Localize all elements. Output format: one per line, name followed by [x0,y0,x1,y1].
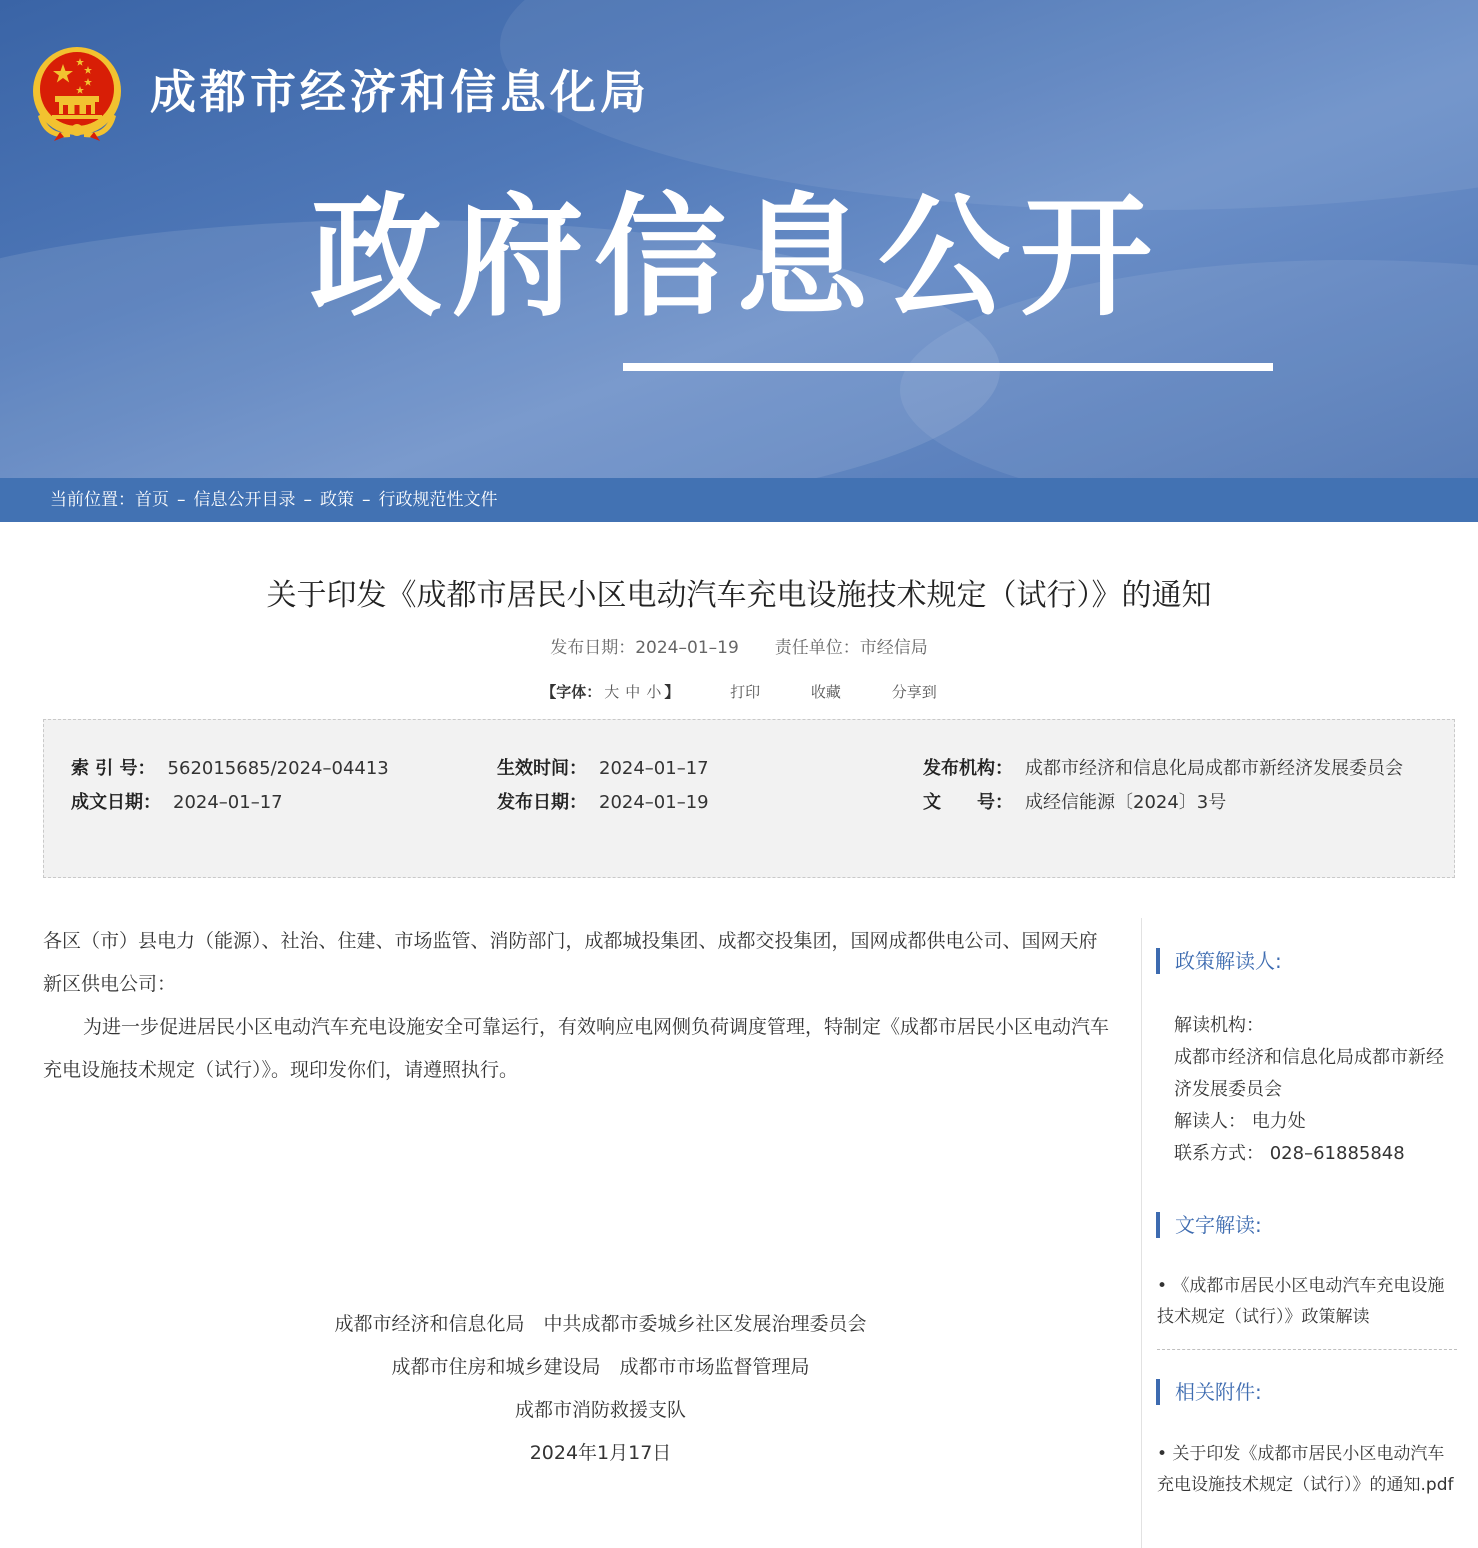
info-publisher: 发布机构： 成都市经济和信息化局成都市新经济发展委员会 [923,758,1403,779]
text-interpretation-link[interactable]: • 《成都市居民小区电动汽车充电设施技术规定（试行）》政策解读 [1157,1276,1445,1327]
sidebar-heading-attachments: 相关附件: [1156,1379,1262,1405]
breadcrumb-label: 当前位置： [50,490,135,510]
signature-line: 成都市经济和信息化局 中共成都市委城乡社区发展治理委员会 [334,1313,867,1335]
info-effective-date: 生效时间： 2024–01–17 [497,758,709,779]
breadcrumb [0,478,1478,522]
info-index-no: 索 引 号： 562015685/2024–04413 [71,758,389,779]
interpreter-org-label: 解读机构： [1174,1015,1264,1036]
interpreter-person: 解读人： 电力处 [1174,1111,1306,1132]
favorite-button[interactable]: 收藏 [810,683,841,701]
header-banner [0,0,1478,478]
national-emblem-icon [30,44,124,142]
hero-title: 政府信息公开 [310,181,1162,335]
font-size-large[interactable]: 大 [604,683,620,701]
attachment-link[interactable]: • 关于印发《成都市居民小区电动汽车充电设施技术规定（试行）》的通知.pdf [1157,1444,1454,1495]
info-doc-no: 文 号： 成经信能源〔2024〕3号 [923,792,1227,813]
agency-name: 成都市经济和信息化局 [150,65,650,119]
article-title: 关于印发《成都市居民小区电动汽车充电设施技术规定（试行）》的通知 [266,578,1212,613]
font-size-close: 】 [664,683,680,701]
sidebar [1141,918,1462,1548]
document-info-box [43,719,1455,878]
breadcrumb-item-normative-docs[interactable]: 行政规范性文件 [378,490,498,510]
signature-line: 成都市住房和城乡建设局 成都市市场监督管理局 [391,1356,810,1378]
article-meta [0,634,1478,662]
breadcrumb-item-home[interactable]: 首页 [135,490,169,510]
responsible-unit-label: 责任单位： [774,638,860,658]
body-paragraph: 为进一步促进居民小区电动汽车充电设施安全可靠运行，有效响应电网侧负荷调度管理，特制定《成都市居民小区电动汽车充电设施技术规定（试行）》。现印发你们，请遵照执行。 [43,1016,1110,1081]
sidebar-heading-text-interpretation: 文字解读: [1156,1212,1262,1238]
breadcrumb-separator: – [362,490,371,510]
breadcrumb-item-policy[interactable]: 政策 [320,490,354,510]
print-button[interactable]: 打印 [730,683,761,701]
sidebar-heading-interpreter: 政策解读人: [1156,948,1282,974]
info-publish-date: 发布日期： 2024–01–19 [497,792,709,813]
font-size-label: 【字体： [541,683,602,701]
signature-block [43,1303,1158,1475]
breadcrumb-separator: – [303,490,312,510]
recipients-paragraph: 各区（市）县电力（能源）、社治、住建、市场监管、消防部门，成都城投集团、成都交投集团，国网成都供电公司、国网天府新区供电公司： [43,930,1098,995]
font-size-medium[interactable]: 中 [625,683,641,701]
article-tools [0,679,1478,705]
interpreter-org: 成都市经济和信息化局成都市新经济发展委员会 [1174,1047,1444,1100]
article-body [43,920,1115,1092]
breadcrumb-item-catalog[interactable]: 信息公开目录 [193,490,296,510]
interpreter-contact: 联系方式： 028–61885848 [1174,1143,1405,1164]
signature-line: 成都市消防救援支队 [514,1399,686,1421]
share-button[interactable]: 分享到 [891,683,937,701]
responsible-unit: 市经信局 [859,638,928,658]
breadcrumb-separator: – [177,490,186,510]
info-written-date: 成文日期： 2024–01–17 [71,792,283,813]
hero-underline [623,363,1273,371]
publish-date: 2024–01–19 [635,638,739,658]
publish-date-label: 发布日期： [550,638,636,658]
sidebar-divider [1157,1349,1457,1350]
signature-date: 2024年1月17日 [529,1442,672,1464]
font-size-small[interactable]: 小 [646,683,662,701]
